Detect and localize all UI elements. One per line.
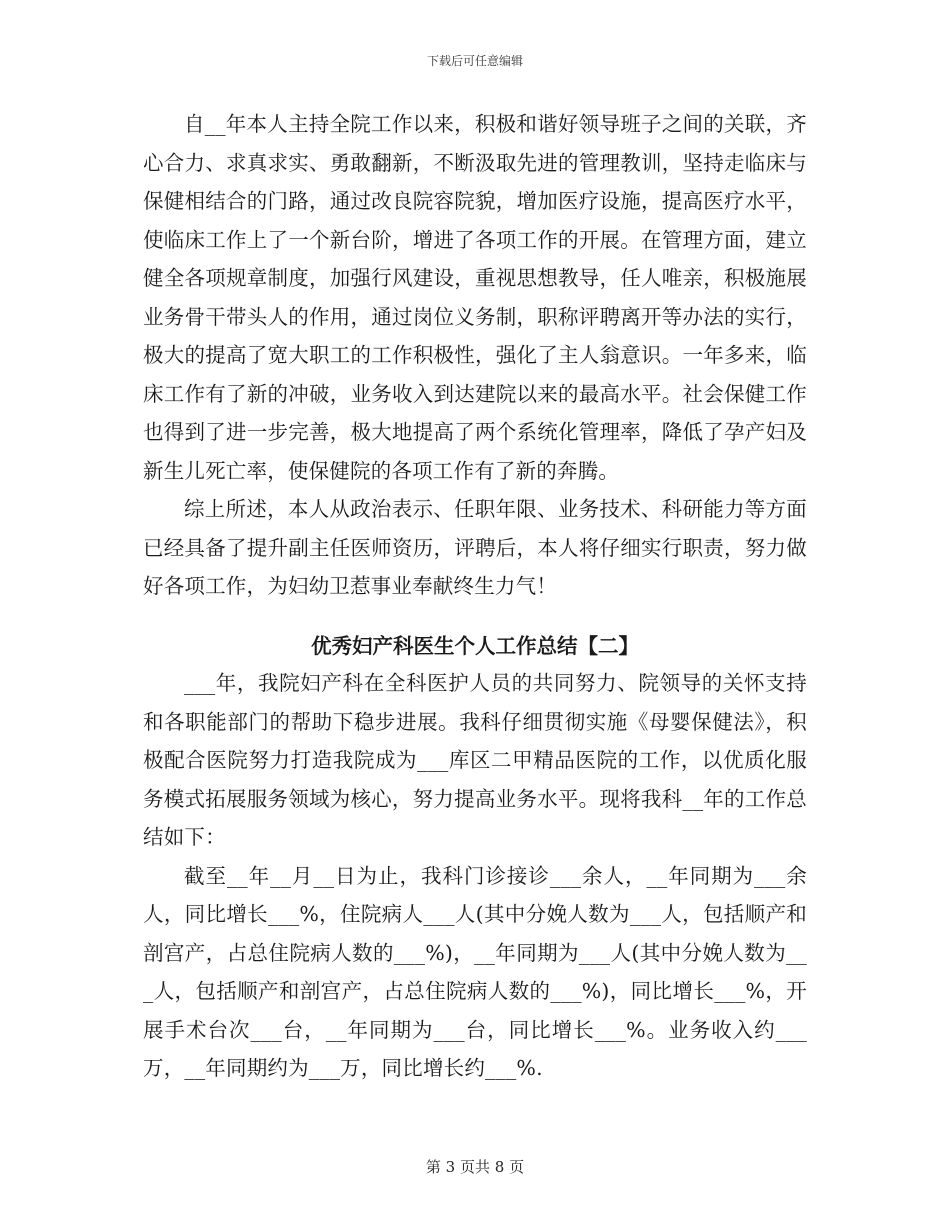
page-number: 第 3 页共 8 页 (425, 1158, 525, 1176)
paragraph: ___年，我院妇产科在全科医护人员的共同努力、院领导的关怀支持和各职能部门的帮助下稳步进展。我科仔细贯彻实施《母婴保健法》，积极配合医院努力打造我院成为___库区二甲精品医院的工作，以优质化服务模式拓展服务领域为核心，努力提高业务水平。现将我科__年的工作总结如下： (143, 671, 807, 849)
section-1-body (143, 105, 807, 606)
section-2-body (143, 664, 807, 1088)
section-2-title: 优秀妇产科医生个人工作总结【二】 (311, 634, 639, 658)
paragraph: 综上所述，本人从政治表示、任职年限、业务技术、科研能力等方面已经具备了提升副主任医师资历，评聘后，本人将仔细实行职责，努力做好各项工作，为妇幼卫惹事业奉献终生力气！ (143, 497, 807, 598)
paragraph: 自__年本人主持全院工作以来，积极和谐好领导班子之间的关联，齐心合力、求真求实、勇敢翻新，不断汲取先进的管理教训，坚持走临床与保健相结合的门路，通过改良院容院貌，增加医疗设施，提高医疗水平，使临床工作上了一个新台阶，增进了各项工作的开展。在管理方面，建立健全各项规章制度，加强行风建设，重视思想教导，任人唯亲，积极施展业务骨干带头人的作用，通过岗位义务制，职称评聘离开等办法的实行，极大的提高了宽大职工的工作积极性，强化了主人翁意识。一年多来，临床工作有了新的冲破，业务收入到达建院以来的最高水平。社会保健工作也得到了进一步完善，极大地提高了两个系统化管理率，降低了孕产妇及新生儿死亡率，使保健院的各项工作有了新的奔腾。 (143, 112, 807, 483)
page-header: 下载后可任意编辑 (426, 54, 523, 68)
paragraph: 截至__年__月__日为止，我科门诊接诊___余人，__年同期为___余人，同比增长___%，住院病人___人(其中分娩人数为___人，包括顺产和剖宫产，占总住院病人数的___%)，__年同期为___人(其中分娩人数为___人，包括顺产和剖宫产，占总住院病人数的___%)，同比增长___%，开展手术台次___台，__年同期为___台，同比增长___%。业务收入约___万，__年同期约为___万，同比增长约___%. (143, 863, 807, 1080)
